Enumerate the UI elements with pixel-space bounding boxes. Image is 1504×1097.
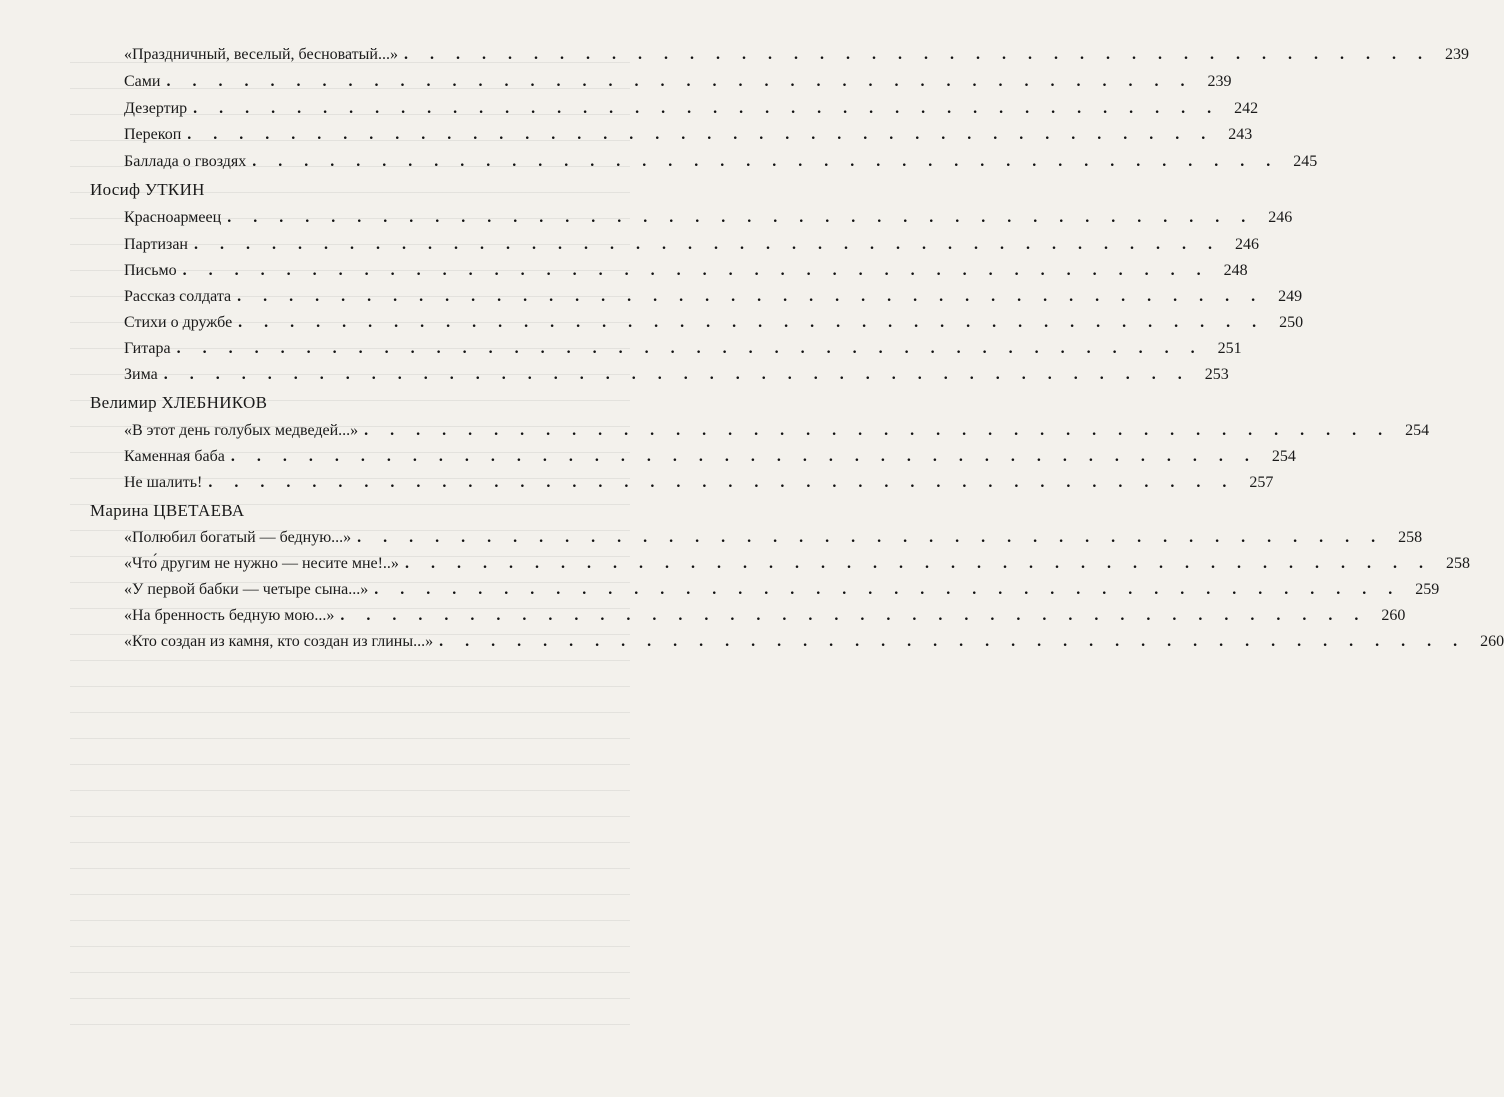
dot-leader: . . . . . . . . . . . . . . . . . . . . . . . . . . . . . . . . . . . . . . . . — [404, 555, 1432, 572]
toc-entry — [124, 444, 1296, 470]
entry-page: 250 — [1279, 314, 1304, 331]
author-heading: Велимир ХЛЕБНИКОВ — [90, 393, 268, 412]
dot-leader: . . . . . . . . . . . . . . . . . . . . . . . . . . . . . . . . . . . . . . . . — [230, 448, 1258, 465]
entry-title: Дезертир — [124, 100, 188, 117]
entry-page: 254 — [1271, 448, 1296, 465]
entry-page: 248 — [1223, 262, 1248, 279]
entry-title: Гитара — [124, 340, 171, 357]
entry-page: 239 — [1207, 73, 1232, 90]
toc-entry — [124, 418, 1430, 444]
entry-title: Сами — [124, 73, 161, 90]
entry-page: 246 — [1234, 236, 1259, 253]
toc-entry — [124, 525, 1423, 551]
entry-title: «Полюбил богатый — бедную...» — [124, 529, 352, 546]
toc-entry — [124, 69, 1232, 95]
toc-entry — [124, 577, 1440, 603]
entry-title: Зима — [124, 366, 158, 383]
entry-page: 258 — [1398, 529, 1423, 546]
toc-entry — [124, 629, 1504, 655]
toc-entry — [124, 284, 1303, 310]
toc-entry — [124, 603, 1406, 629]
entry-page: 243 — [1228, 126, 1253, 143]
dot-leader: . . . . . . . . . . . . . . . . . . . . . . . . . . . . . . . . . . . . . . . . — [176, 340, 1204, 357]
author-heading: Иосиф УТКИН — [90, 180, 205, 199]
dot-leader: . . . . . . . . . . . . . . . . . . . . . . . . . . . . . . . . . . . . . . . . — [357, 529, 1385, 546]
entry-title: Стихи о дружбе — [124, 314, 233, 331]
entry-title: Письмо — [124, 262, 177, 279]
entry-title: Не шалить! — [124, 474, 203, 491]
entry-page: 246 — [1268, 209, 1293, 226]
entry-title: Красноармеец — [124, 209, 222, 226]
entry-title: «На бренность бедную мою...» — [124, 607, 335, 624]
toc-entry — [124, 336, 1242, 362]
dot-leader: . . . . . . . . . . . . . . . . . . . . . . . . . . . . . . . . . . . . . . . . — [193, 100, 1221, 117]
entry-page: 260 — [1480, 633, 1504, 650]
dot-leader: . . . . . . . . . . . . . . . . . . . . . . . . . . . . . . . . . . . . . . . . — [163, 366, 1191, 383]
entry-title: Перекоп — [124, 126, 182, 143]
entry-title: «В этот день голубых медведей...» — [124, 422, 359, 439]
toc-entry — [124, 470, 1274, 496]
dot-leader: . . . . . . . . . . . . . . . . . . . . . . . . . . . . . . . . . . . . . . . . — [364, 422, 1392, 439]
entry-page: 258 — [1445, 555, 1470, 572]
dot-leader: . . . . . . . . . . . . . . . . . . . . . . . . . . . . . . . . . . . . . . . . — [374, 581, 1402, 598]
author-heading: Марина ЦВЕТАЕВА — [90, 501, 245, 520]
dot-leader: . . . . . . . . . . . . . . . . . . . . . . . . . . . . . . . . . . . . . . . . — [166, 73, 1194, 90]
entry-title: Баллада о гвоздях — [124, 153, 247, 170]
entry-title: «Кто создан из камня, кто создан из глины...» — [124, 633, 434, 650]
dot-leader: . . . . . . . . . . . . . . . . . . . . . . . . . . . . . . . . . . . . . . . . — [237, 288, 1265, 305]
entry-page: 254 — [1405, 422, 1430, 439]
dot-leader: . . . . . . . . . . . . . . . . . . . . . . . . . . . . . . . . . . . . . . . . — [193, 236, 1221, 253]
toc-entry — [124, 551, 1470, 577]
dot-leader: . . . . . . . . . . . . . . . . . . . . . . . . . . . . . . . . . . . . . . . . — [208, 474, 1236, 491]
toc-entry — [124, 362, 1229, 388]
toc-entry — [124, 205, 1293, 231]
toc-entry — [124, 42, 1469, 68]
toc-entry — [124, 96, 1259, 122]
toc-entry — [124, 149, 1318, 175]
dot-leader: . . . . . . . . . . . . . . . . . . . . . . . . . . . . . . . . . . . . . . . . — [238, 314, 1266, 331]
entry-page: 257 — [1249, 474, 1274, 491]
toc-entry — [124, 232, 1259, 258]
entry-page: 259 — [1415, 581, 1440, 598]
entry-title: «Праздничный, веселый, бесноватый...» — [124, 46, 398, 63]
entry-title: «У первой бабки — четыре сына...» — [124, 581, 369, 598]
entry-page: 245 — [1293, 153, 1318, 170]
dot-leader: . . . . . . . . . . . . . . . . . . . . . . . . . . . . . . . . . . . . . . . . — [187, 126, 1215, 143]
dot-leader: . . . . . . . . . . . . . . . . . . . . . . . . . . . . . . . . . . . . . . . . — [340, 607, 1368, 624]
toc-entry — [124, 310, 1304, 336]
toc-entry — [124, 122, 1253, 148]
dot-leader: . . . . . . . . . . . . . . . . . . . . . . . . . . . . . . . . . . . . . . . . — [182, 262, 1210, 279]
entry-title: Рассказ солдата — [124, 288, 232, 305]
toc-entry — [124, 258, 1248, 284]
entry-page: 242 — [1234, 100, 1259, 117]
entry-title: Каменная баба — [124, 448, 225, 465]
entry-page: 251 — [1217, 340, 1242, 357]
dot-leader: . . . . . . . . . . . . . . . . . . . . . . . . . . . . . . . . . . . . . . . . — [252, 153, 1280, 170]
dot-leader: . . . . . . . . . . . . . . . . . . . . . . . . . . . . . . . . . . . . . . . . — [403, 46, 1431, 63]
entry-page: 239 — [1444, 46, 1469, 63]
entry-page: 260 — [1381, 607, 1406, 624]
entry-title: Партизан — [124, 236, 188, 253]
entry-page: 249 — [1278, 288, 1303, 305]
entry-page: 253 — [1204, 366, 1229, 383]
dot-leader: . . . . . . . . . . . . . . . . . . . . . . . . . . . . . . . . . . . . . . . . — [227, 209, 1255, 226]
entry-title: «Что́ другим не нужно — несите мне!..» — [124, 555, 399, 572]
dot-leader: . . . . . . . . . . . . . . . . . . . . . . . . . . . . . . . . . . . . . . . . — [439, 633, 1467, 650]
